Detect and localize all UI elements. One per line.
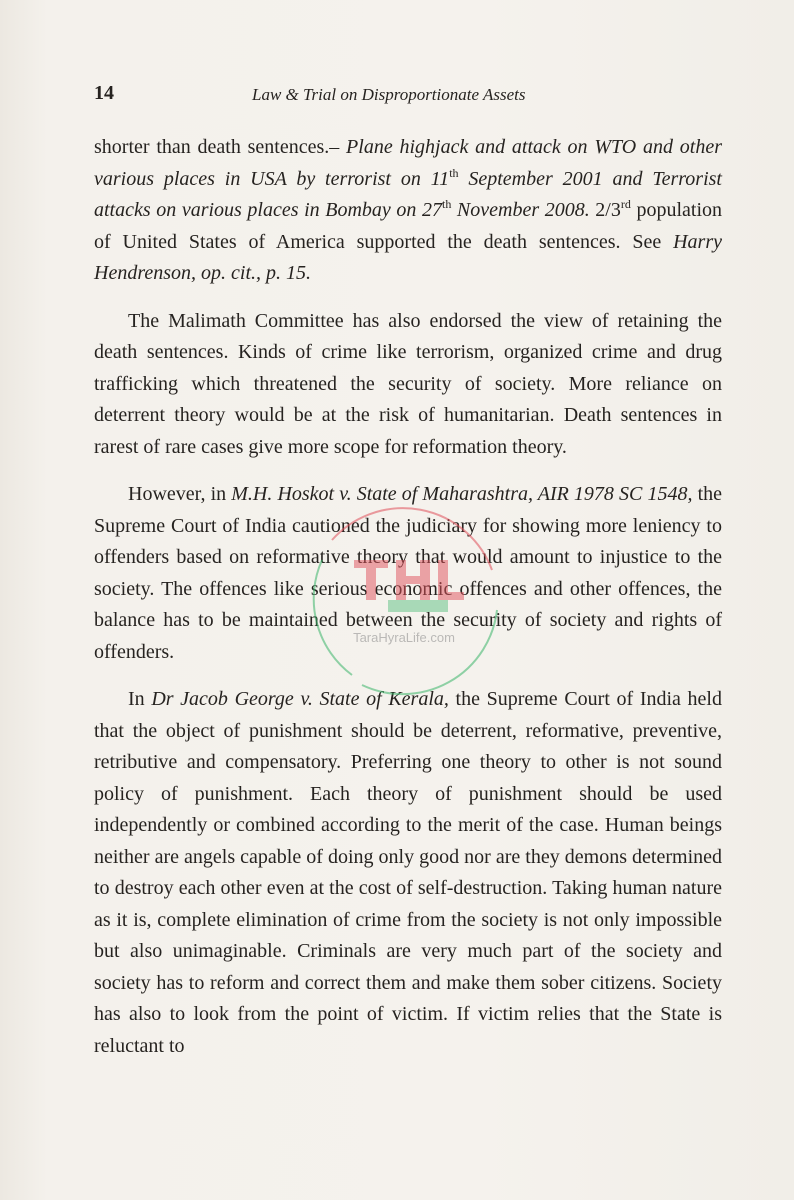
p3-text-1: However, in bbox=[128, 483, 232, 505]
p1-text-2: 2/3 bbox=[589, 199, 621, 221]
p4-italic-1: Dr Jacob George v. State of Kerala, bbox=[151, 688, 449, 710]
p1-italic-1: Plane highjack and attack on WTO and other various places in USA by terrorist on 11 bbox=[94, 136, 722, 190]
p1-sup-3: rd bbox=[620, 197, 631, 211]
page-number: 14 bbox=[94, 82, 114, 104]
running-title: Law & Trial on Disproportionate Assets bbox=[252, 85, 526, 104]
p2-text-1: The Malimath Committee has also endorsed the view of retaining the death sentences. Kinds of crime like terrorism, organized crime and drug trafficking which threatened the security of society. More reliance on deterrent theory would be at the risk of humanitarian. Death sentences in rarest of rare cases give more scope for reformation theory. bbox=[94, 309, 722, 458]
p1-text-1: shorter than death sentences.– bbox=[94, 136, 347, 158]
p3-text-2: the Supreme Court of India cautioned the judiciary for showing more leniency to offenders based on reformative theory that would amount to injustice to the society. The offences like serious economic offences and other offences, the balance has to be maintained between the security of society and rights of offenders. bbox=[94, 483, 722, 663]
watermark-text: TaraHyraLife.com bbox=[353, 630, 455, 645]
paragraph-2 bbox=[94, 306, 722, 464]
p1-italic-2: September 2001 and Terrorist attacks on various places in Bombay on 27 bbox=[94, 167, 722, 221]
page-header bbox=[94, 82, 724, 112]
p4-text-1: In bbox=[128, 688, 152, 710]
p1-italic-3: November 2008. bbox=[451, 199, 590, 221]
paragraph-1 bbox=[94, 132, 722, 290]
paragraph-4 bbox=[94, 684, 722, 1062]
p3-italic-1: M.H. Hoskot v. State of Maharashtra, AIR 1978 SC 1548, bbox=[231, 483, 693, 505]
p4-text-2: the Supreme Court of India held that the object of punishment should be deterrent, reformative, preventive, retributive and compensatory. Preferring one theory to other is not sound policy of punishment. Each theory of punishment should be used independently or combined according to the merit of the case. Human beings neither are angels capable of doing only good nor are they demons determined to destroy each other even at the cost of self-destruction. Taking human nature as it is, complete elimination of crime from the society is not only impossible but also unimaginable. Criminals are very much part of the society and society has to reform and correct them and make them sober citizens. Society has also to look from the point of victim. If victim relies that the State is reluctant to bbox=[94, 688, 722, 1057]
body-text bbox=[94, 132, 722, 1062]
p1-italic-4: Harry Hendrenson, op. cit., p. 15. bbox=[94, 230, 722, 284]
p1-text-3: population of United States of America supported the death sentences. See bbox=[94, 199, 723, 253]
paragraph-3 bbox=[94, 479, 722, 668]
p1-sup-2: th bbox=[441, 197, 452, 211]
p1-sup-1: th bbox=[449, 165, 459, 180]
